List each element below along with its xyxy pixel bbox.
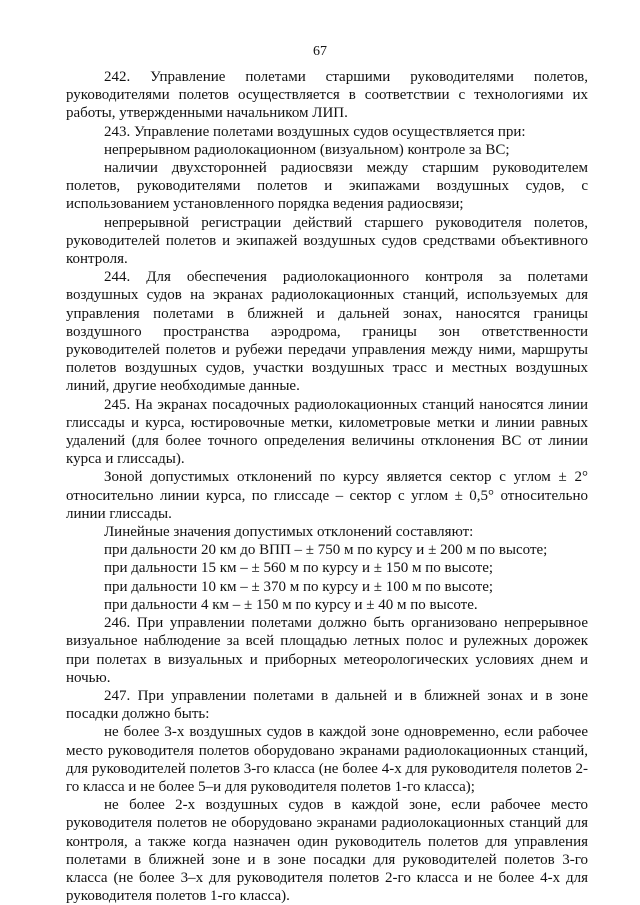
paragraph-242: 242. Управление полетами старшими руководителями полетов, руководителями полетов осуществляется в соответствии с технологиями их работы, утвержденными начальником ЛИП.: [66, 69, 588, 122]
list-item: наличии двухсторонней радиосвязи между старшим руководителем полетов, руководителями полетов и экипажами воздушных судов, с использованием установленного порядка ведения радиосвязи;: [66, 160, 588, 213]
list-item: непрерывном радиолокационном (визуальном) контроле за ВС;: [104, 141, 510, 158]
list-item: не более 2-х воздушных судов в каждой зоне, если рабочее место руководителя полетов не оборудовано экранами радиолокационных станций для контроля, а также когда назначен один руководитель полетов для управления полетами в ближней зоне и в зоне посадки для руководителей полетов 3-го класса (не более 3–х для руководителя полетов 2-го класса и не более 4-х для руководителя полетов 1-го класса).: [66, 797, 588, 905]
page-number: 67: [313, 44, 327, 59]
list-item: непрерывной регистрации действий старшего руководителя полетов, руководителей полетов и экипажей воздушных судов средствами объективного контроля.: [66, 214, 588, 268]
paragraph-246: 246. При управлении полетами должно быть организовано непрерывное визуальное наблюдение за всей площадью летных полос и рулежных дорожек при полетах в визуальных и приборных метеорологических условиях днем и ночью.: [66, 615, 588, 686]
list-item: при дальности 4 км – ± 150 м по курсу и ± 40 м по высоте.: [104, 596, 478, 613]
paragraph-247: 247. При управлении полетами в дальней и в ближней зонах и в зоне посадки должно быть:: [66, 687, 588, 723]
list-item: при дальности 10 км – ± 370 м по курсу и ± 100 м по высоте;: [104, 578, 494, 595]
body-text: [66, 68, 588, 905]
paragraph: Зоной допустимых отклонений по курсу является сектор с углом ± 2° относительно линии курса, по глиссаде – сектор с углом ± 0,5° относительно линии глиссады.: [66, 469, 588, 522]
list-item: при дальности 15 км – ± 560 м по курсу и ± 150 м по высоте;: [104, 560, 494, 577]
list-item: не более 3-х воздушных судов в каждой зоне одновременно, если рабочее место руководителя полетов оборудовано экранами радиолокационных станций, для руководителей полетов 3-го класса (не более 4-х для руководителя полетов 2-го класса и не более 5–и для руководителя полетов 1-го класса);: [66, 724, 588, 795]
list-item: при дальности 20 км до ВПП – ± 750 м по курсу и ± 200 м по высоте;: [104, 542, 548, 559]
paragraph: Линейные значения допустимых отклонений составляют:: [104, 524, 474, 541]
paragraph-244: 244. Для обеспечения радиолокационного контроля за полетами воздушных судов на экранах радиолокационных станций, используемых для управления полетами в ближней и дальней зонах, наносятся границы воздушного пространства аэродрома, границы зон ответственности руководителей полетов и рубежи передачи управления между ними, маршруты полетов воздушных судов, участки воздушных трасс и местных воздушных линий, другие необходимые данные.: [66, 269, 588, 395]
paragraph-243: 243. Управление полетами воздушных судов осуществляется при:: [104, 123, 526, 140]
paragraph-245: 245. На экранах посадочных радиолокационных станций наносятся линии глиссады и курса, юстировочные метки, километровые метки и линии равных удалений (для более точного определения величины отклонения ВС от линии курса и глиссады).: [66, 396, 588, 468]
